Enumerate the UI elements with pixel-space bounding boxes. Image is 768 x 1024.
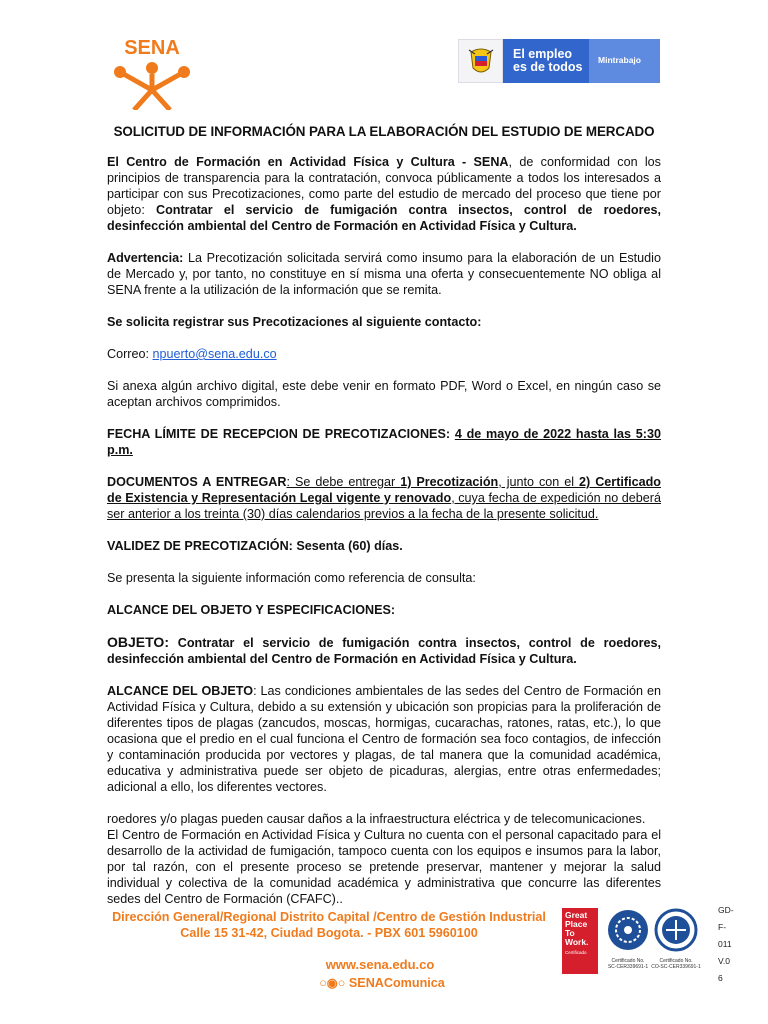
- documents-paragraph: DOCUMENTOS A ENTREGAR: Se debe entregar 1) Precotización, junto con el 2) Certificado de Existencia y Representación Legal vigente y renovado, cuya fecha de expedición no deberá ser anterior a los treinta (30) días calendarios previos a la fecha de la presente solicitud.: [107, 475, 661, 521]
- cert1-text: Certificado No. SC-CER339691-1: [607, 958, 649, 970]
- gov-ministry: Mintrabajo: [589, 39, 660, 83]
- page-title: SOLICITUD DE INFORMACIÓN PARA LA ELABORACIÓN DEL ESTUDIO DE MERCADO: [113, 124, 655, 139]
- contact-paragraph: Correo: npuerto@sena.edu.co: [107, 347, 277, 361]
- great-place-to-work-badge: Great Place To Work. Certificado: [562, 908, 598, 974]
- email-link[interactable]: npuerto@sena.edu.co: [152, 347, 277, 361]
- sena-logo: [112, 32, 192, 110]
- objeto-paragraph: OBJETO: Contratar el servicio de fumigación contra insectos, control de roedores, desinfección ambiental del Centro de Formación en Actividad Física y Cultura.: [107, 634, 661, 666]
- footer-social: ○◉○ SENAComunica: [319, 976, 445, 990]
- scope-heading: ALCANCE DEL OBJETO Y ESPECIFICACIONES:: [107, 603, 396, 617]
- sena-logo-icon: [112, 32, 192, 110]
- icontec-certification-icon: [606, 908, 650, 952]
- deadline-paragraph: FECHA LÍMITE DE RECEPCION DE PRECOTIZACIONES: 4 de mayo de 2022 hasta las 5:30 p.m.: [107, 427, 661, 457]
- gov-slogan: El empleo es de todos: [503, 39, 589, 83]
- document-body: [107, 124, 661, 923]
- footer-address: Dirección General/Regional Distrito Capital /Centro de Gestión Industrial Calle 15 31-42, Ciudad Bogota. - PBX 601 5960100: [112, 910, 546, 940]
- document-code: GD- F- 011 V.0 6: [718, 905, 734, 983]
- colombia-crest-icon: [458, 39, 503, 83]
- warning-paragraph: Advertencia: La Precotización solicitada servirá como insumo para la elaboración de un Estudio de Mercado y, por tanto, no constituye en sí misma una oferta y consecuentemente NO obliga al SENA frente a la utilización de la información que se remita.: [107, 251, 661, 297]
- reference-paragraph: Se presenta la siguiente información como referencia de consulta:: [107, 571, 476, 585]
- svg-text:SENA: SENA: [124, 37, 180, 59]
- register-instruction: Se solicita registrar sus Precotizaciones al siguiente contacto:: [107, 315, 482, 329]
- social-icons[interactable]: ○◉○: [319, 976, 349, 990]
- footer-website[interactable]: www.sena.edu.co: [325, 957, 435, 972]
- attachment-paragraph: Si anexa algún archivo digital, este debe venir en formato PDF, Word o Excel, en ningún caso se aceptan archivos comprimidos.: [107, 379, 661, 409]
- iqnet-certification-icon: [654, 908, 698, 952]
- validity-paragraph: VALIDEZ DE PRECOTIZACIÓN: Sesenta (60) días.: [107, 539, 403, 553]
- alcance-paragraph: ALCANCE DEL OBJETO: Las condiciones ambientales de las sedes del Centro de Formación en Actividad Física y Cultura, debido a su extensión y ubicación son propicias para la proliferación de diferentes tipos de plagas (zancudos, moscas, hormigas, cucarachas, ratones, ratas, etc.), lo que ocasiona que el predio en el cual funciona el Centro de formación sea foco contagios, de infección y contaminación producida por vectores y plagas, de tal manera que la comunidad académica, educativa y administrativa puede ser objeto de picaduras, alergias, entre otras enfermedades; adicional a ello, los diferentes vectores.: [107, 684, 661, 794]
- closing-paragraph: El Centro de Formación en Actividad Física y Cultura no cuenta con el personal capacitado para el desarrollo de la actividad de fumigación, tampoco cuenta con los equipos e insumos para la labor, por tal razón, con el presente proceso se pretende preservar, mantener y mejorar la salud individual y colectiva de la comunidad académica y administrativa que concurre las diferentes sedes del Centro de Formación (CFAFC)..: [107, 828, 661, 906]
- rodents-paragraph: roedores y/o plagas pueden causar daños a la infraestructura eléctrica y de telecomunicaciones.: [107, 812, 646, 826]
- government-banner: [458, 39, 660, 83]
- intro-paragraph: El Centro de Formación en Actividad Física y Cultura - SENA, de conformidad con los principios de transparencia para la contratación, convoca públicamente a todos los interesados a participar con sus Precotizaciones, como parte del estudio de mercado del proceso que tiene por objeto: Contratar el servicio de fumigación contra insectos, control de roedores, desinfección ambiental del Centro de Formación en Actividad Física y Cultura.: [107, 155, 661, 233]
- cert2-text: Certificado No. CO-SC-CER339691-1: [651, 958, 701, 970]
